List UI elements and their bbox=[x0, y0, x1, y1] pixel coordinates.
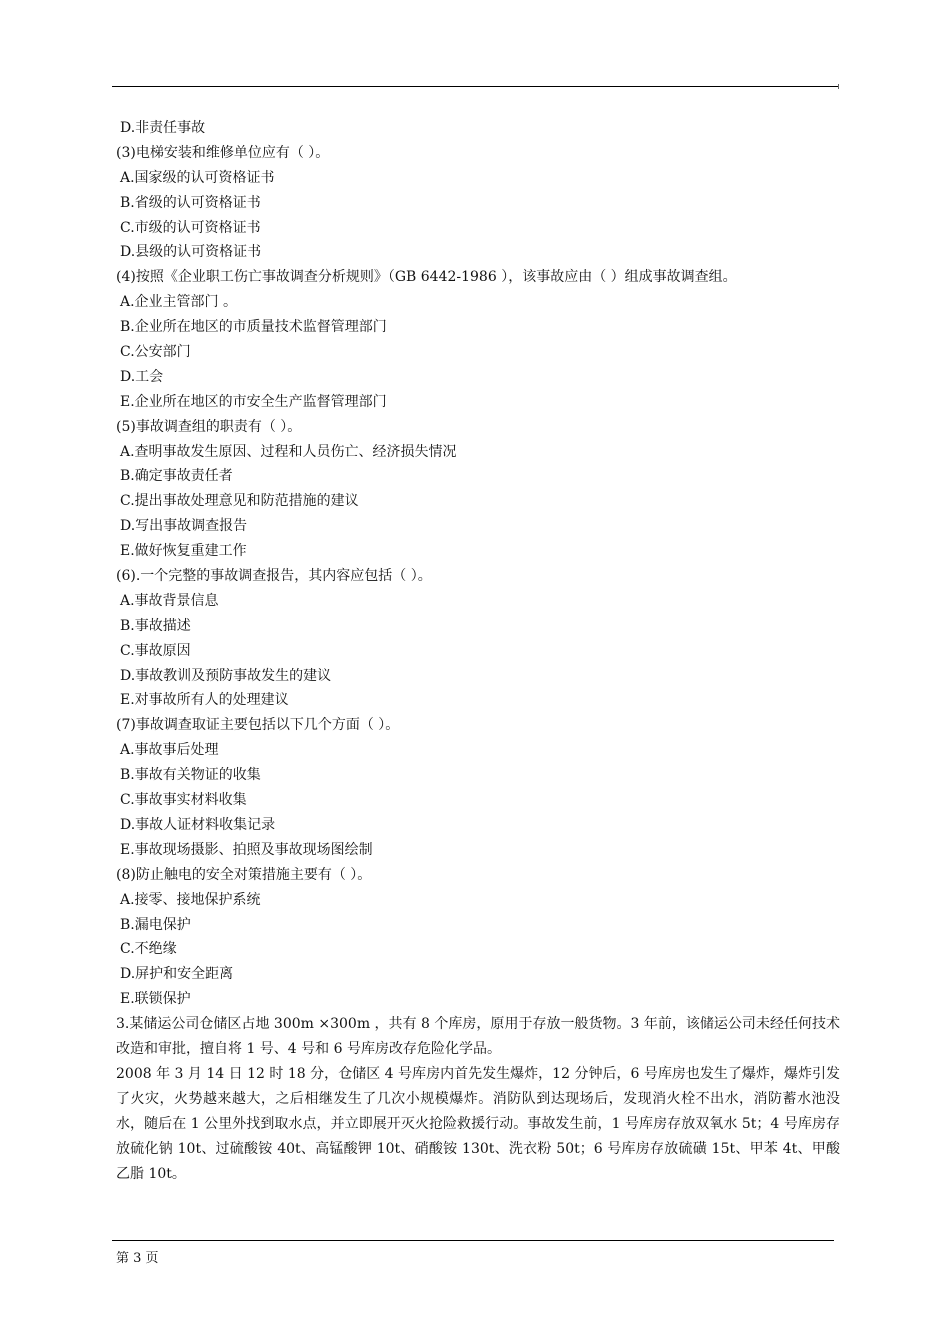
question-text: (8)防止触电的安全对策措施主要有（ ）。 bbox=[116, 866, 372, 883]
answer-option: C.市级的认可资格证书 bbox=[120, 219, 261, 236]
answer-option: C.不绝缘 bbox=[120, 941, 177, 958]
question-list bbox=[116, 116, 840, 1012]
answer-option: B.企业所在地区的市质量技术监督管理部门 bbox=[120, 319, 387, 336]
answer-option: E.企业所在地区的市安全生产监督管理部门 bbox=[120, 393, 387, 410]
question-text: (6).一个完整的事故调查报告，其内容应包括（ ）。 bbox=[116, 568, 432, 585]
answer-option: D.工会 bbox=[120, 368, 164, 385]
answer-option: E.对事故所有人的处理建议 bbox=[120, 692, 289, 709]
answer-option: E.做好恢复重建工作 bbox=[120, 543, 247, 560]
header-rule bbox=[112, 86, 838, 87]
answer-option: D.事故教训及预防事故发生的建议 bbox=[120, 667, 332, 684]
answer-option: E.联锁保护 bbox=[120, 991, 191, 1008]
answer-option: A.事故背景信息 bbox=[120, 592, 219, 609]
answer-option: E.事故现场摄影、拍照及事故现场图绘制 bbox=[120, 841, 373, 858]
answer-option: D.非责任事故 bbox=[120, 120, 206, 136]
answer-option: D.事故人证材料收集记录 bbox=[120, 816, 276, 833]
answer-option: A.国家级的认可资格证书 bbox=[120, 169, 275, 186]
answer-option: C.事故事实材料收集 bbox=[120, 792, 247, 809]
answer-option: B.确定事故责任者 bbox=[120, 468, 233, 485]
answer-option: B.省级的认可资格证书 bbox=[120, 194, 261, 211]
answer-option: D.县级的认可资格证书 bbox=[120, 244, 262, 261]
footer-rule bbox=[112, 1240, 834, 1241]
case-paragraph-2: 2008 年 3 月 14 日 12 时 18 分，仓储区 4 号库房内首先发生爆炸，12 分钟后，6 号库房也发生了爆炸，爆炸引发了火灾，火势越来越大，之后相继发生了几次小规模爆炸。消防队到达现场后，发现消火栓不出水，消防蓄水池没水，随后在 1 公里外找到取水点，并立即展开灭火抢险救援行动。事故发生前，1 号库房存放双氧水 5t；4 号库房存放硫化钠 10t、过硫酸铵 40t、高锰酸钾 10t、硝酸铵 130t、洗衣粉 50t；6 号库房存放硫磺 15t、甲苯 4t、甲酸乙脂 10t。 bbox=[116, 1065, 840, 1182]
answer-option: C.公安部门 bbox=[120, 344, 191, 361]
page-number: 第 3 页 bbox=[116, 1251, 159, 1266]
answer-option: B.事故有关物证的收集 bbox=[120, 767, 261, 784]
answer-option: A.查明事故发生原因、过程和人员伤亡、经济损失情况 bbox=[120, 443, 457, 460]
page-content bbox=[116, 116, 840, 1186]
answer-option: B.漏电保护 bbox=[120, 916, 191, 933]
answer-option: A.接零、接地保护系统 bbox=[120, 891, 261, 908]
answer-option: D.屏护和安全距离 bbox=[120, 966, 234, 983]
answer-option: C.提出事故处理意见和防范措施的建议 bbox=[120, 493, 359, 510]
case-paragraph-1: 3.某储运公司仓储区占地 300m ×300m ，共有 8 个库房，原用于存放一般货物。3 年前，该储运公司未经任何技术改造和审批，擅自将 1 号、4 号和 6 号库房改存危险化学品。 bbox=[116, 1016, 840, 1057]
question-text: (7)事故调查取证主要包括以下几个方面（ ）。 bbox=[116, 717, 400, 734]
question-text: (4)按照《企业职工伤亡事故调查分析规则》（GB 6442-1986 ），该事故应由（ ）组成事故调查组。 bbox=[116, 269, 737, 286]
question-text: (3)电梯安装和维修单位应有（ ）。 bbox=[116, 144, 330, 161]
question-text: (5)事故调查组的职责有（ ）。 bbox=[116, 418, 302, 435]
answer-option: C.事故原因 bbox=[120, 642, 191, 659]
answer-option: A.企业主管部门 。 bbox=[120, 294, 238, 311]
header-rule-tick bbox=[838, 84, 839, 89]
answer-option: D.写出事故调查报告 bbox=[120, 518, 248, 535]
answer-option: B.事故描述 bbox=[120, 617, 191, 634]
answer-option: A.事故事后处理 bbox=[120, 742, 219, 759]
